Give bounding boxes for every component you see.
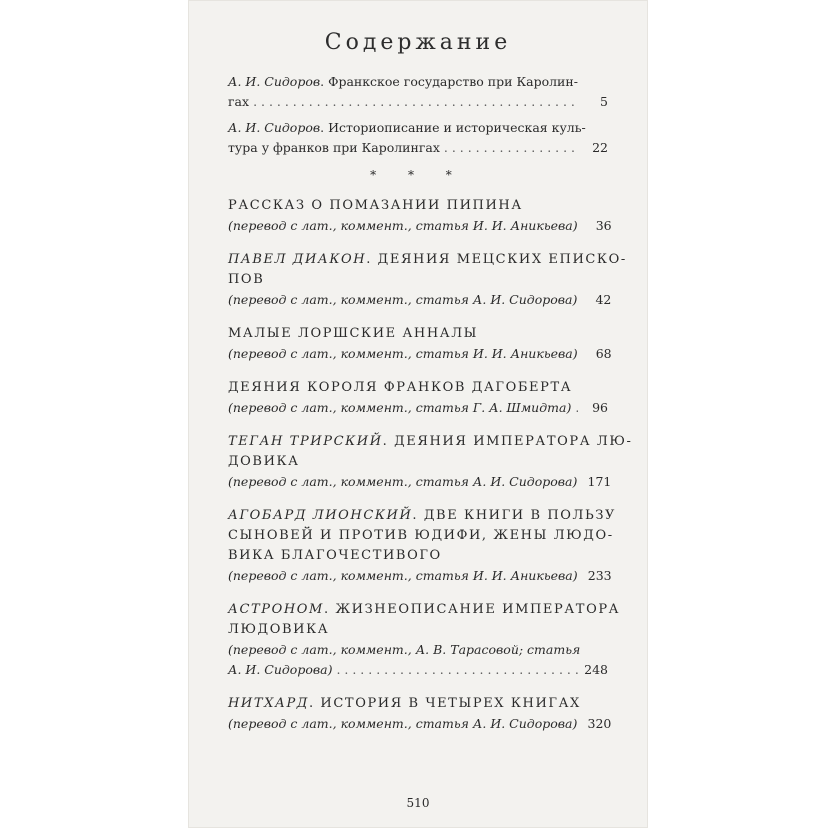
page-title: Содержание <box>324 30 512 55</box>
toc-entry[interactable] <box>228 196 612 236</box>
toc-note: (перевод с лат., коммент., статья И. И. Аникьева) <box>228 218 578 233</box>
toc-section-title: ВИКА БЛАГОЧЕСТИВОГО <box>228 548 442 563</box>
toc-section-title-line <box>228 620 608 640</box>
toc-leader-line <box>228 566 612 586</box>
toc-section-title: . ДЕЯНИЯ ИМПЕРАТОРА ЛЮ- <box>382 434 633 449</box>
toc-page-number[interactable]: 96 <box>592 400 608 415</box>
table-of-contents <box>228 72 633 748</box>
page-number: 510 <box>406 796 430 810</box>
toc-entry-title: . Франкское государство при Каролин- <box>320 74 578 89</box>
toc-leader-line <box>228 290 612 310</box>
toc-entry[interactable] <box>228 250 627 310</box>
toc-author: АСТРОНОМ <box>228 602 324 617</box>
toc-section-title: . ДЕЯНИЯ МЕЦСКИХ ЕПИСКО- <box>366 252 627 267</box>
toc-section-title-line <box>228 432 633 452</box>
toc-note: (перевод с лат., коммент., статья А. И. Сидорова) <box>228 716 578 731</box>
toc-entry-text <box>228 138 440 158</box>
toc-note: (перевод с лат., коммент., статья И. И. Аникьева) <box>228 568 578 583</box>
toc-section-title-line <box>228 196 608 216</box>
toc-page-number[interactable]: 248 <box>584 662 608 677</box>
toc-entry-line <box>228 72 608 92</box>
toc-entry[interactable] <box>228 600 621 680</box>
toc-section-title-line <box>228 546 608 566</box>
toc-note: (перевод с лат., коммент., статья А. И. Сидорова) <box>228 292 578 307</box>
dot-leader <box>253 92 578 112</box>
toc-entry-text <box>228 472 577 492</box>
toc-entry[interactable] <box>228 324 612 364</box>
toc-section-title-line <box>228 324 608 344</box>
toc-section-title-line <box>228 378 608 398</box>
toc-note: (перевод с лат., коммент., статья А. И. Сидорова) <box>228 474 578 489</box>
toc-page-number[interactable]: 5 <box>600 94 608 109</box>
toc-note: (перевод с лат., коммент., статья Г. А. Шмидта) <box>228 400 572 415</box>
toc-entry-title: тура у франков при Каролингах <box>228 140 440 155</box>
toc-entry-text <box>228 660 332 680</box>
toc-note: А. И. Сидорова) <box>228 662 333 677</box>
toc-leader-line <box>228 216 612 236</box>
toc-entry[interactable] <box>228 506 617 586</box>
toc-section-title: СЫНОВЕЙ И ПРОТИВ ЮДИФИ, ЖЕНЫ ЛЮДО- <box>228 528 614 543</box>
dot-leader <box>575 398 578 418</box>
toc-section-title-line <box>228 600 621 620</box>
section-separator: * * * <box>370 168 466 182</box>
toc-entry-text <box>228 344 578 364</box>
toc-page-number[interactable]: 42 <box>595 292 612 307</box>
toc-entry-title: . Историописание и историческая куль- <box>320 120 586 135</box>
toc-section-title: . ИСТОРИЯ В ЧЕТЫРЕХ КНИГАХ <box>308 696 581 711</box>
toc-entry-text <box>228 714 577 734</box>
toc-section-title-line <box>228 506 617 526</box>
toc-section-title-line <box>228 270 608 290</box>
toc-author: НИТХАРД <box>228 696 309 711</box>
toc-page-number[interactable]: 36 <box>595 218 612 233</box>
toc-section-title-line <box>228 250 627 270</box>
toc-entry-text <box>228 92 249 112</box>
toc-page-number[interactable]: 22 <box>592 140 608 155</box>
toc-leader-line <box>228 660 608 680</box>
toc-entry[interactable] <box>228 378 608 418</box>
toc-section-title: МАЛЫЕ ЛОРШСКИЕ АННАЛЫ <box>228 326 479 341</box>
toc-section-title-line <box>228 526 614 546</box>
toc-page-number[interactable]: 68 <box>595 346 612 361</box>
toc-author: ТЕГАН ТРИРСКИЙ <box>228 434 383 449</box>
toc-section-title-line <box>228 452 608 472</box>
toc-entry-text <box>228 216 578 236</box>
toc-entry-line <box>228 118 608 138</box>
toc-entry-title: гах <box>228 94 250 109</box>
toc-note: (перевод с лат., коммент., статья И. И. Аникьева) <box>228 346 578 361</box>
toc-leader-line <box>228 138 608 158</box>
toc-entry-intro[interactable] <box>228 72 608 112</box>
toc-page-number[interactable]: 233 <box>587 568 612 583</box>
toc-author: А. И. Сидоров <box>228 74 321 89</box>
toc-note-line: (перевод с лат., коммент., А. В. Тарасовой; статья <box>228 642 581 657</box>
toc-author: А. И. Сидоров <box>228 120 321 135</box>
toc-leader-line <box>228 472 612 492</box>
toc-entry-text <box>228 566 578 586</box>
toc-leader-line <box>228 714 612 734</box>
toc-page-number[interactable]: 171 <box>587 474 612 489</box>
toc-author: АГОБАРД ЛИОНСКИЙ <box>228 508 413 523</box>
dot-leader <box>336 660 578 680</box>
toc-section-title: . ЖИЗНЕОПИСАНИЕ ИМПЕРАТОРА <box>323 602 621 617</box>
toc-entry-intro[interactable] <box>228 118 608 158</box>
toc-section-title: ДЕЯНИЯ КОРОЛЯ ФРАНКОВ ДАГОБЕРТА <box>228 380 573 395</box>
toc-leader-line <box>228 344 612 364</box>
dot-leader <box>444 138 578 158</box>
toc-section-title: ЛЮДОВИКА <box>228 622 330 637</box>
toc-section-title: . ДВЕ КНИГИ В ПОЛЬЗУ <box>412 508 617 523</box>
toc-page-number[interactable]: 320 <box>587 716 612 731</box>
toc-author: ПАВЕЛ ДИАКОН <box>228 252 367 267</box>
toc-entry-text <box>228 398 571 418</box>
toc-entry[interactable] <box>228 432 633 492</box>
toc-leader-line <box>228 92 608 112</box>
toc-section-title-line <box>228 694 608 714</box>
toc-entry[interactable] <box>228 694 612 734</box>
toc-section-title: ПОВ <box>228 272 265 287</box>
toc-leader-line <box>228 398 608 418</box>
toc-entry-text <box>228 290 577 310</box>
toc-section-title: ДОВИКА <box>228 454 300 469</box>
toc-section-title: РАССКАЗ О ПОМАЗАНИИ ПИПИНА <box>228 198 523 213</box>
